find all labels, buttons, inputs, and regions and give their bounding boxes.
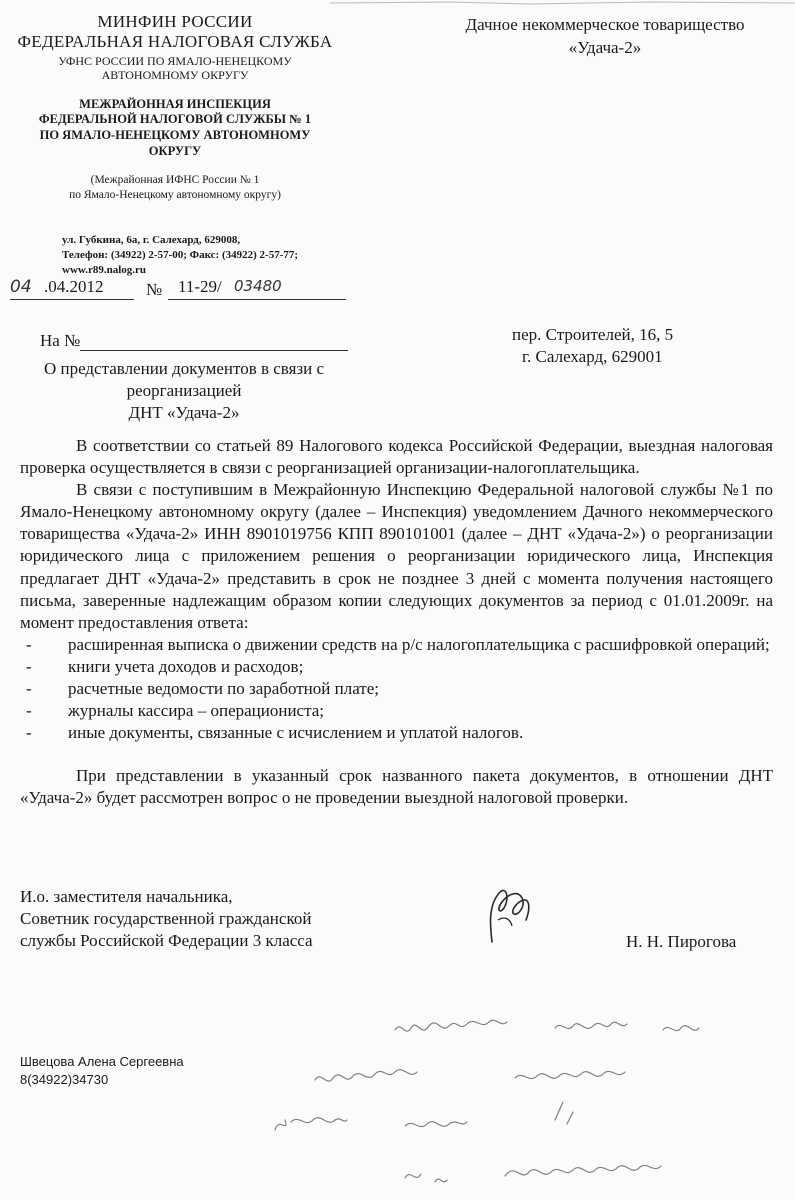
document-list: [20, 634, 773, 744]
signer-position-line2: Советник государственной гражданской: [20, 909, 312, 929]
letter-date: [10, 271, 134, 300]
letter-subject: [18, 358, 350, 423]
recipient-address: [512, 324, 673, 368]
list-item-text: журналы кассира – операциониста;: [68, 701, 325, 721]
inspection-line1: МЕЖРАЙОННАЯ ИНСПЕКЦИЯ: [79, 96, 271, 111]
ministry-name: МИНФИН РОССИИ: [97, 12, 253, 31]
executor-phone: 8(34922)34730: [20, 1071, 109, 1087]
letter-body: [20, 435, 773, 810]
body-paragraph-1: В соответствии со статьей 89 Налогового кодекса Российской Федерации, выездная налоговая проверка осуществляется в связи с реорганизацией организации-налогоплательщика.: [20, 436, 773, 478]
reply-to-label: На №: [40, 331, 81, 350]
signer-name: Н. Н. Пирогова: [626, 932, 737, 951]
scan-noise: [330, 0, 795, 8]
date-printed: .04.2012: [44, 277, 104, 296]
list-marker: -: [26, 723, 32, 743]
list-item: [20, 700, 773, 722]
inspection-name: [10, 97, 340, 160]
list-item: [20, 678, 773, 700]
handwritten-signature: [470, 880, 550, 950]
address-line2: Телефон: (34922) 2-57-00; Факс: (34922) 2-57-77;: [62, 248, 299, 261]
list-item: [20, 634, 773, 656]
department-line1: УФНС РОССИИ ПО ЯМАЛО-НЕНЕЦКОМУ: [58, 54, 292, 69]
date-handwritten: 04: [10, 277, 32, 297]
body-paragraph-2: В связи с поступившим в Межрайонную Инспекцию Федеральной налоговой службы №1 по Ямало-Ненецкому автономному округу (далее – Инспекция) уведомлением Дачного некоммерческого товарищества «Удача-2» ИНН 8901019756 КПП 890101001 (далее – ДНТ «Удача-2») о реорганизации юридического лица с приложением решения о реорганизации юридического лица, Инспекция предлагает ДНТ «Удача-2» представить в срок не позднее 3 дней с момента получения настоящего письма, заверенные надлежащим образом копии следующих документов за период с 01.01.2009г. на момент предоставления ответа:: [20, 480, 773, 632]
reply-to-line: [80, 330, 348, 351]
subject-line1: О представлении документов в связи с: [43, 359, 325, 378]
signature-block: [20, 886, 313, 952]
recipient-org: [440, 14, 770, 60]
inspection-line2: ФЕДЕРАЛЬНОЙ НАЛОГОВОЙ СЛУЖБЫ № 1: [38, 112, 312, 127]
recipient-org-line1: Дачное некоммерческое товарищество: [465, 15, 745, 34]
inspection-line4: ОКРУГУ: [148, 143, 202, 158]
abbr-line2: по Ямало-Ненецкому автономному округу): [69, 189, 281, 202]
address-line1: ул. Губкина, 6а, г. Салехард, 629008,: [62, 234, 241, 247]
executor-name: Швецова Алена Сергеевна: [20, 1054, 184, 1069]
recipient-address-line2: г. Салехард, 629001: [522, 347, 663, 367]
signer-position-line3: службы Российской Федерации 3 класса: [20, 931, 313, 951]
list-marker: -: [26, 634, 32, 654]
number-printed: 11-29/: [178, 277, 222, 296]
list-marker: -: [26, 656, 32, 676]
list-item-text: иные документы, связанные с исчислением и уплатой налогов.: [68, 723, 524, 743]
inspection-line3: ПО ЯМАЛО-НЕНЕЦКОМУ АВТОНОМНОМУ: [39, 127, 311, 142]
department-line2: АВТОНОМНОМУ ОКРУГУ: [101, 67, 249, 82]
list-item: [20, 722, 773, 744]
letterhead: [10, 12, 340, 278]
signer-position-line1: И.о. заместителя начальника,: [20, 887, 233, 906]
inspection-abbreviation: [10, 173, 340, 203]
handwritten-receipt-note: [255, 1000, 795, 1200]
list-marker: -: [26, 701, 32, 721]
list-marker: -: [26, 679, 32, 699]
subject-line2: реорганизацией: [126, 380, 242, 400]
list-item-text: расширенная выписка о движении средств на р/с налогоплательщика с расшифровкой операций;: [68, 634, 770, 654]
subject-line3: ДНТ «Удача-2»: [128, 402, 240, 422]
recipient-address-line1: пер. Строителей, 16, 5: [512, 325, 674, 344]
list-item-text: книги учета доходов и расходов;: [68, 656, 304, 676]
body-paragraph-3: При представлении в указанный срок названного пакета документов, в отношении ДНТ «Удача-2» будет рассмотрен вопрос о не проведении выездной налоговой проверки.: [20, 766, 773, 808]
list-item: [20, 656, 773, 678]
number-handwritten: 03480: [234, 277, 282, 295]
number-label: №: [146, 280, 163, 299]
recipient-org-line2: «Удача-2»: [568, 37, 642, 57]
address-line3: www.r89.nalog.ru: [62, 263, 147, 276]
list-item-text: расчетные ведомости по заработной плате;: [68, 679, 380, 699]
abbr-line1: (Межрайонная ИФНС России № 1: [90, 174, 260, 187]
service-name: ФЕДЕРАЛЬНАЯ НАЛОГОВАЯ СЛУЖБА: [17, 31, 333, 51]
executor-info: [20, 1053, 184, 1088]
letter-number: [168, 271, 346, 300]
